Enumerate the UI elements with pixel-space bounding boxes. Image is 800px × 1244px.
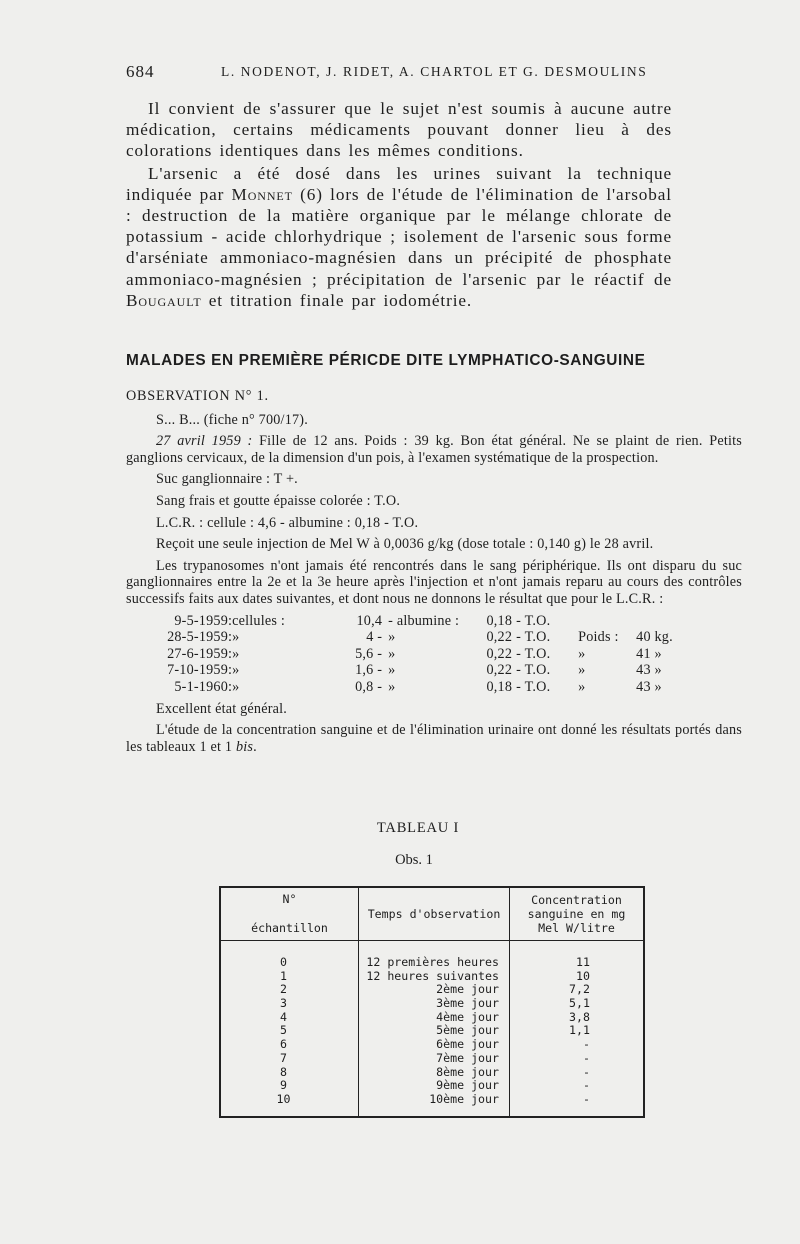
sample-cell: 3 (280, 996, 287, 1011)
followup-row (160, 646, 680, 663)
followup-to: - T.O. (516, 612, 551, 629)
time-cell: 2ème jour (436, 982, 499, 997)
time-cell: 4ème jour (436, 1009, 499, 1024)
intro-text (126, 98, 672, 312)
followup-aval: 0,22 (486, 629, 513, 646)
concentration-cell: 7,2 (569, 982, 590, 997)
followup-cel: » (232, 629, 240, 646)
followup-cel: » (232, 678, 240, 695)
followup-cel: » (232, 662, 240, 679)
injection-paragraph: Reçoit une seule injection de Mel W à 0,0036 g/kg (dose totale : 0,140 g) le 28 avril. (156, 536, 654, 553)
followup-date: 7-10-1959 (167, 662, 228, 679)
page-number: 684 (126, 62, 155, 81)
followup-row (160, 679, 680, 696)
followup-poids: » (578, 645, 586, 662)
followup-alb: » (388, 629, 396, 646)
followup-to: - T.O. (516, 678, 551, 695)
followup-w: 43 » (636, 662, 662, 679)
followup-w: 43 » (636, 678, 662, 695)
col3-header-line2: sanguine en mg (527, 907, 626, 921)
followup-cval: 0,8 - (355, 678, 383, 695)
time-cell: 6ème jour (436, 1037, 499, 1052)
followup-poids: » (578, 662, 586, 679)
followup-table (160, 613, 680, 696)
lcr-line: L.C.R. : cellule : 4,6 - albumine : 0,18 - T.O. (156, 514, 419, 531)
followup-sep: : (228, 612, 233, 629)
concentration-cell: 1,1 (569, 1023, 590, 1038)
concentration-rows (510, 956, 643, 1107)
sample-cell: 7 (280, 1050, 287, 1065)
followup-date: 27-6-1959 (167, 645, 228, 662)
intro-p2-part-c: et titration finale par iodométrie. (201, 290, 473, 310)
suc-line: Suc ganglionnaire : T +. (156, 471, 298, 488)
excellent-line: Excellent état général. (156, 700, 288, 717)
followup-aval: 0,22 (486, 662, 513, 679)
concentration-cell: - (583, 1050, 590, 1065)
followup-date: 28-5-1959 (167, 629, 228, 646)
tableau-title: TABLEAU I (376, 820, 460, 836)
followup-sep: : (228, 678, 233, 695)
followup-row (160, 613, 680, 630)
followup-w: 40 kg. (636, 629, 673, 646)
author-monnet: Monnet (231, 184, 293, 204)
followup-cval: 4 - (366, 629, 383, 646)
date-text: Fille de 12 ans. Poids : 39 kg. Bon état général. Ne se plaint de rien. Petits ganglions cervicaux, de la dimension d'un pois, à l'examen systématique de la prospection. (126, 433, 742, 466)
followup-cval: 5,6 - (355, 645, 383, 662)
followup-cel: cellules : (232, 612, 285, 629)
followup-aval: 0,22 (486, 645, 513, 662)
sample-cell: 4 (280, 1009, 287, 1024)
sample-column (221, 888, 359, 1116)
observation-title: OBSERVATION N° 1. (126, 388, 269, 404)
followup-aval: 0,18 (486, 678, 513, 695)
followup-alb: » (388, 645, 396, 662)
date-paragraph (126, 433, 742, 466)
followup-date: 9-5-1959 (174, 612, 228, 629)
followup-to: - T.O. (516, 662, 551, 679)
followup-sep: : (228, 645, 233, 662)
concentration-cell: - (583, 1091, 590, 1106)
concentration-cell: 11 (576, 955, 590, 969)
concentration-cell: 3,8 (569, 1009, 590, 1024)
col1-header-line1: N° (282, 892, 297, 906)
concentration-column (510, 888, 643, 1116)
followup-w (636, 613, 680, 630)
section-title: MALADES EN PREMIÈRE PÉRICDE DITE LYMPHATICO-SANGUINE (126, 352, 646, 369)
followup-sep: : (228, 629, 233, 646)
time-cell: 5ème jour (436, 1023, 499, 1038)
time-column (359, 888, 510, 1116)
intro-paragraph-2 (126, 163, 672, 311)
followup-poids (578, 613, 636, 630)
sample-cell: 1 (280, 968, 287, 983)
time-cell: 3ème jour (436, 996, 499, 1011)
author-bougault: Bougault (126, 290, 202, 310)
sample-cell: 0 (280, 955, 287, 969)
date-label: 27 avril 1959 : (156, 433, 253, 450)
time-cell: 9ème jour (436, 1078, 499, 1093)
sang-line: Sang frais et goutte épaisse colorée : T.O. (156, 492, 401, 509)
etude-end: . (253, 738, 257, 755)
time-cell: 7ème jour (436, 1050, 499, 1065)
concentration-cell: 10 (576, 968, 590, 983)
col1-header-line2: échantillon (251, 921, 328, 935)
intro-paragraph-1: Il convient de s'assurer que le sujet n'est soumis à aucune autre médication, certains médicaments pouvant donner lieu à des colorations identiques dans les mêmes conditions. (126, 99, 672, 161)
concentration-cell: - (583, 1078, 590, 1093)
etude-paragraph (126, 722, 742, 755)
col2-header: Temps d'observation (367, 907, 501, 921)
sample-cell: 6 (280, 1037, 287, 1052)
followup-sep: : (228, 662, 233, 679)
time-cell: 8ème jour (436, 1064, 499, 1079)
followup-row (160, 629, 680, 646)
concentration-cell: - (583, 1064, 590, 1079)
followup-cel: » (232, 645, 240, 662)
time-cell: 12 premières heures (366, 955, 499, 969)
followup-w: 41 » (636, 645, 662, 662)
followup-date: 5-1-1960 (174, 678, 228, 695)
patient-line: S... B... (fiche n° 700/17). (156, 411, 308, 428)
sample-cell: 8 (280, 1064, 287, 1079)
tableau-subtitle: Obs. 1 (395, 852, 433, 868)
followup-cval: 10,4 (356, 612, 383, 629)
running-head-authors: L. NODENOT, J. RIDET, A. CHARTOL ET G. DESMOULINS (221, 64, 648, 79)
followup-poids: Poids : (578, 629, 619, 646)
running-header (126, 62, 666, 82)
col3-header-line3: Mel W/litre (538, 921, 615, 935)
sample-cell: 10 (276, 1091, 291, 1106)
header-rule (221, 940, 643, 941)
intro-p2-part-b: (6) lors de l'étude de l'élimination de l'arsobal : destruction de la matière organique par le mélange chlorate de potassium - acide chlorhydrique ; isolement de l'arsenic sous forme d'arséniate ammoniaco-magnésien dans un précipité de phosphate ammoniaco-magnésien ; précipitation de l'arsenic par le réactif de (126, 184, 672, 289)
followup-row (160, 662, 680, 679)
sample-cell: 5 (280, 1023, 287, 1038)
followup-alb: » (388, 662, 396, 679)
col3-header-line1: Concentration (531, 893, 622, 907)
followup-to: - T.O. (516, 629, 551, 646)
sample-cell: 9 (280, 1078, 287, 1093)
etude-text: L'étude de la concentration sanguine et de l'élimination urinaire ont donné les résultats portés dans les tableaux 1 et 1 (126, 722, 742, 755)
followup-alb: » (388, 678, 396, 695)
followup-to: - T.O. (516, 645, 551, 662)
followup-poids: » (578, 678, 586, 695)
sample-rows (221, 956, 358, 1107)
concentration-cell: 5,1 (569, 996, 590, 1011)
etude-bis: bis (235, 738, 254, 755)
time-cell: 10ème jour (429, 1091, 499, 1106)
concentration-cell: - (583, 1037, 590, 1052)
intro-p2-part-a: L'arsenic a été dosé dans les urines suivant la technique indiquée par (126, 163, 672, 204)
concentration-table (219, 886, 645, 1118)
followup-cval: 1,6 - (355, 662, 383, 679)
sample-cell: 2 (280, 982, 287, 997)
followup-aval: 0,18 (486, 612, 513, 629)
observation-block (126, 388, 742, 760)
followup-alb: - albumine : (388, 612, 460, 629)
time-cell: 12 heures suivantes (366, 968, 499, 983)
trypanosomes-paragraph: Les trypanosomes n'ont jamais été rencontrés dans le sang périphérique. Ils ont disparu du suc ganglionnaires entre la 2e et la 3e heure après l'injection et n'ont jamais reparu au cours des contrôles successifs faits aux dates suivantes, et dont nous ne donnons le résultat que pour le L.C.R. : (126, 557, 742, 607)
time-rows (359, 956, 509, 1107)
